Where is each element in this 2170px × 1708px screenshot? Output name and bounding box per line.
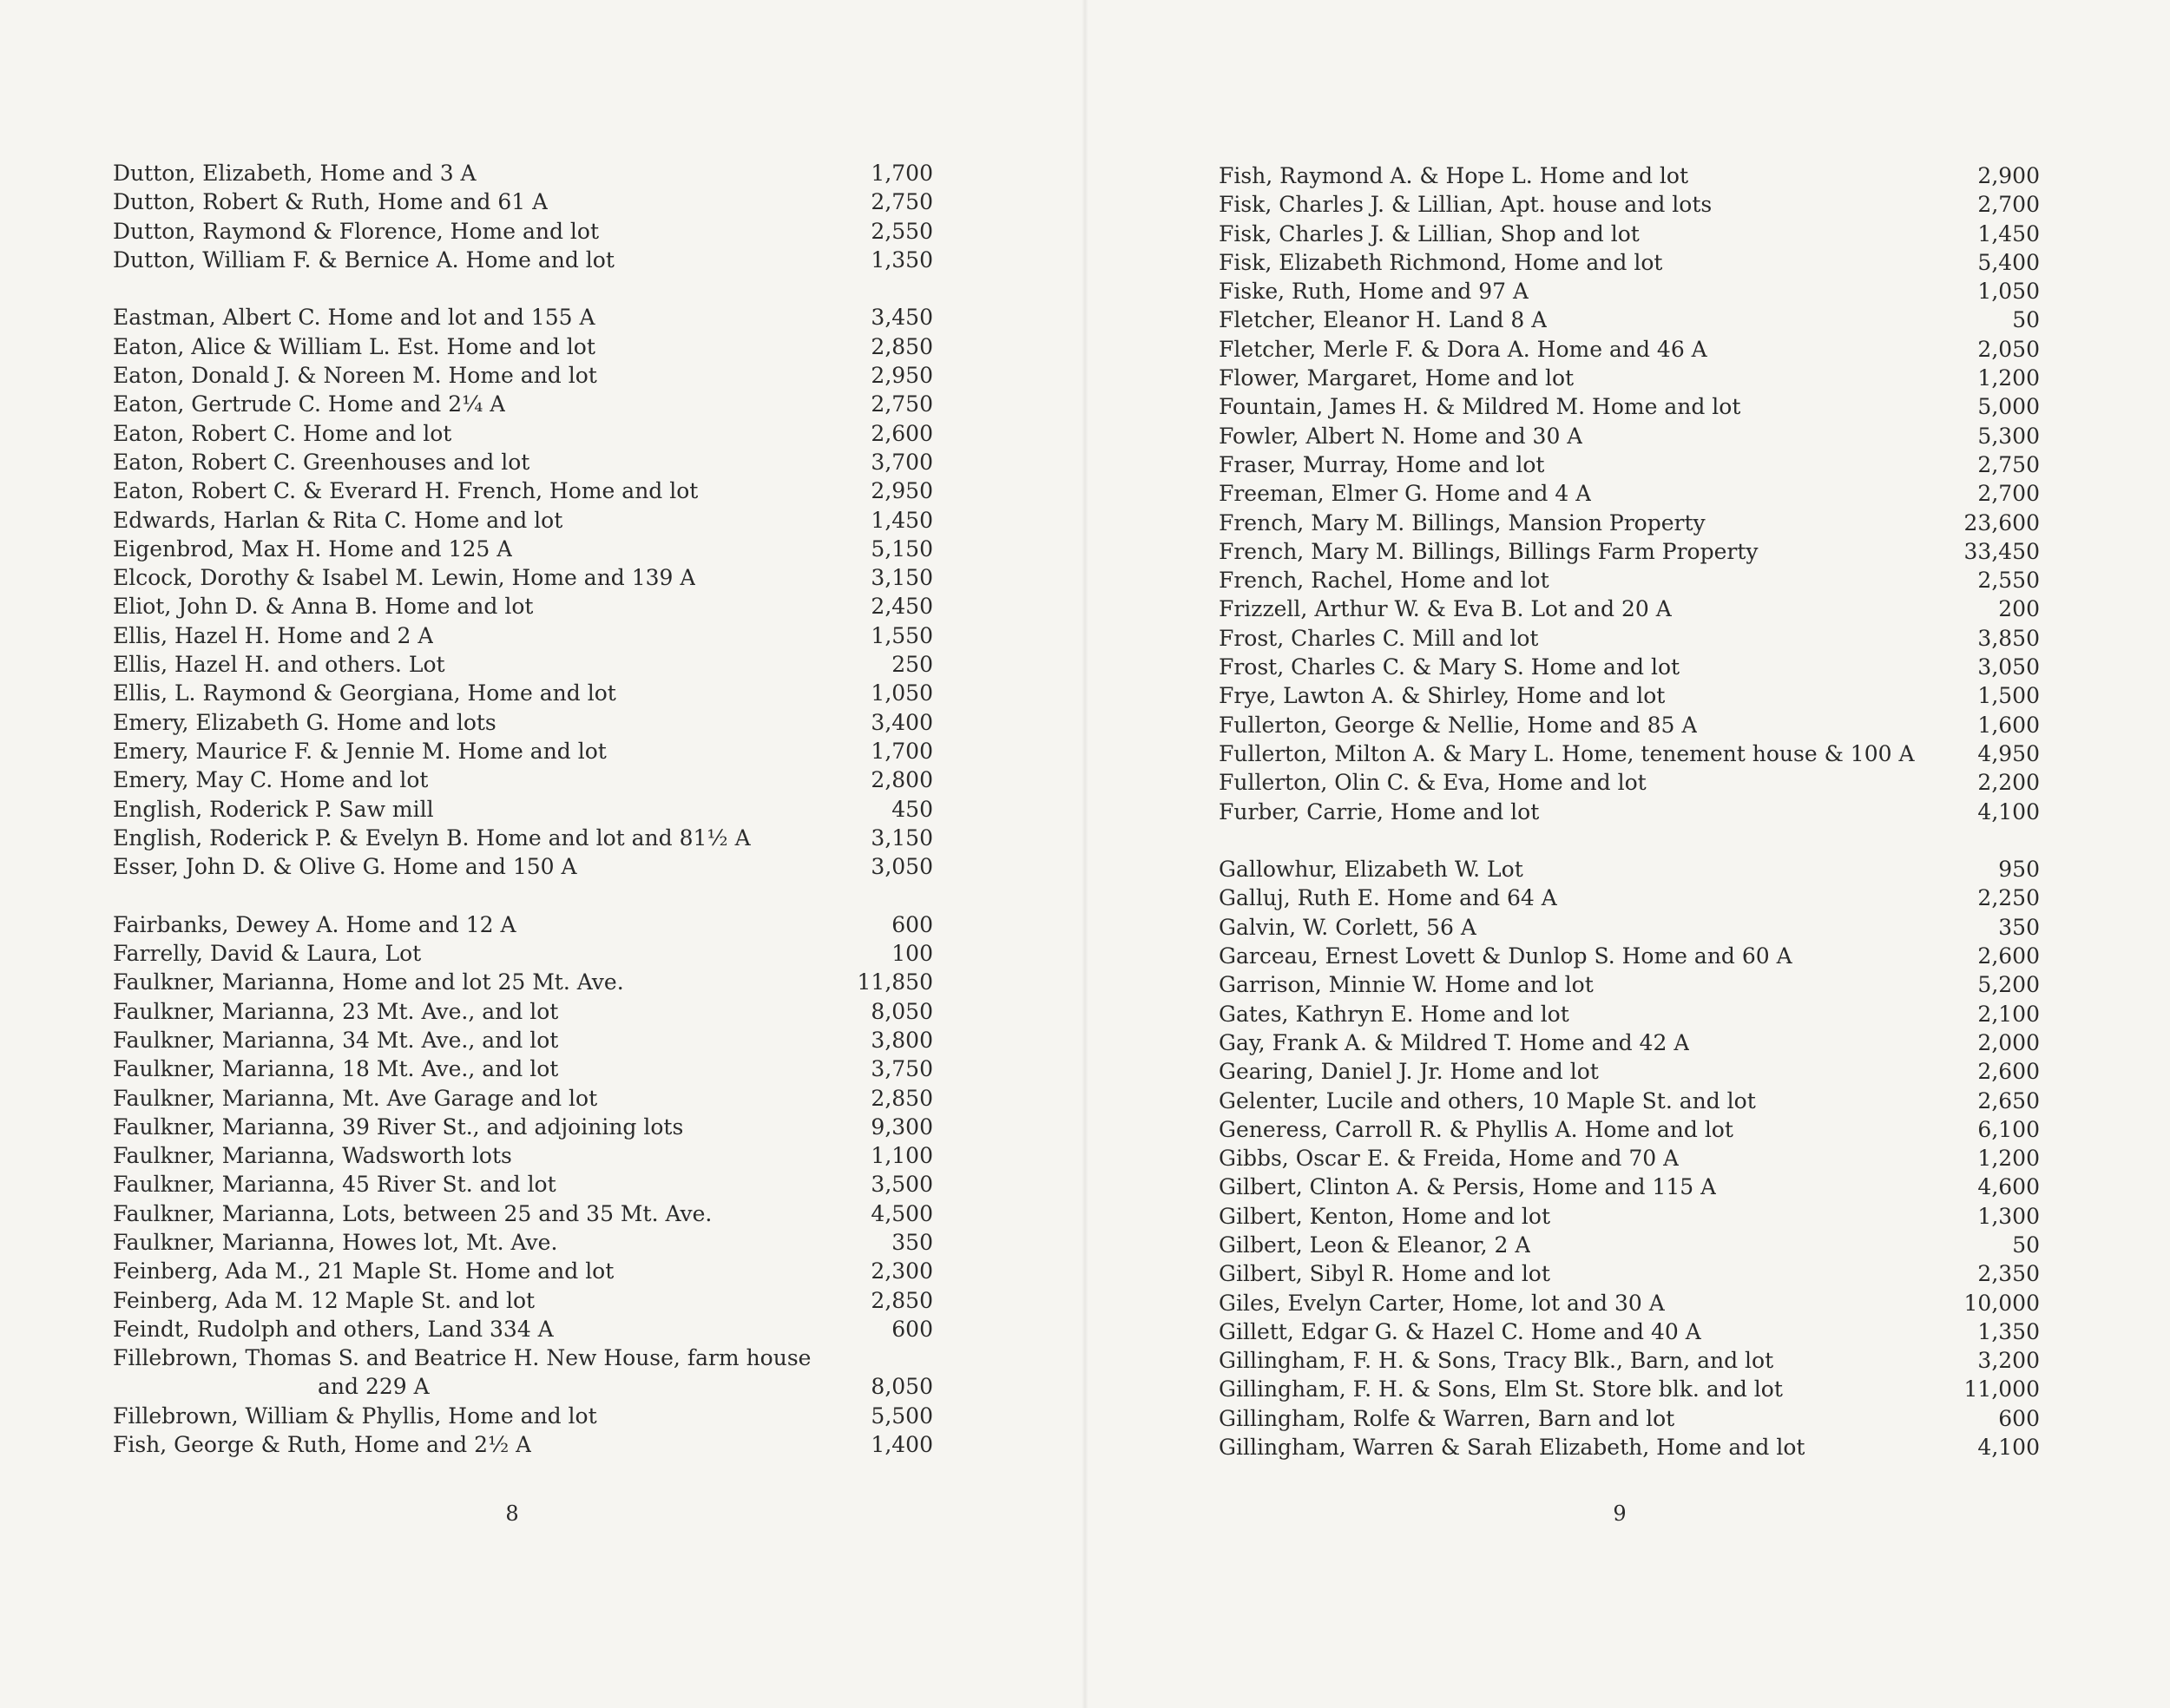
property-entry [113, 1170, 933, 1199]
entry-value: 3,200 [1977, 1348, 2040, 1374]
entry-value: 5,300 [1977, 423, 2040, 449]
property-entry [113, 708, 933, 737]
entry-description: Gelenter, Lucile and others, 10 Maple St. and lot [1219, 1087, 1756, 1113]
property-entry [113, 968, 933, 996]
property-entry [1219, 479, 2040, 508]
entry-description: Fisk, Elizabeth Richmond, Home and lot [1219, 249, 1663, 275]
entry-description: Gilbert, Kenton, Home and lot [1219, 1203, 1550, 1229]
entry-description: Furber, Carrie, Home and lot [1219, 798, 1540, 824]
entry-value: 600 [891, 1316, 933, 1342]
entry-description: Gillingham, Warren & Sarah Elizabeth, Home and lot [1219, 1435, 1805, 1461]
property-entry [113, 824, 933, 852]
entry-description: Fullerton, Milton A. & Mary L. Home, tenement house & 100 A [1219, 740, 1915, 766]
entry-value: 2,600 [1977, 1059, 2040, 1085]
entry-value: 2,200 [1977, 770, 2040, 796]
entry-description: French, Mary M. Billings, Billings Farm Property [1219, 538, 1759, 564]
entry-description: Gallowhur, Elizabeth W. Lot [1219, 857, 1523, 883]
entry-description: Elcock, Dorothy & Isabel M. Lewin, Home and 139 A [113, 565, 696, 591]
property-entry [113, 621, 933, 650]
property-entry [1219, 1259, 2040, 1288]
entry-description: Freeman, Elmer G. Home and 4 A [1219, 481, 1592, 507]
entry-value: 33,450 [1963, 538, 2040, 564]
property-entry [1219, 595, 2040, 623]
entry-value: 1,300 [1977, 1203, 2040, 1229]
entry-description: Emery, Maurice F. & Jennie M. Home and lot [113, 738, 607, 764]
property-entry [1219, 305, 2040, 334]
entry-value: 1,700 [871, 161, 933, 186]
property-entry [113, 1402, 933, 1430]
entry-value: 6,100 [1977, 1116, 2040, 1142]
property-entry [1219, 1346, 2040, 1375]
entry-value: 450 [891, 796, 933, 822]
property-entry [1219, 624, 2040, 653]
property-entry [1219, 884, 2040, 912]
property-entry [1219, 942, 2040, 970]
entry-description: Gillett, Edgar G. & Hazel C. Home and 40 A [1219, 1318, 1701, 1344]
entry-description: Eliot, John D. & Anna B. Home and lot [113, 594, 534, 620]
property-entry [1219, 509, 2040, 537]
property-entry [113, 187, 933, 216]
entry-description: Fowler, Albert N. Home and 30 A [1219, 423, 1583, 449]
entry-description: Fisk, Charles J. & Lillian, Shop and lot [1219, 220, 1640, 246]
entry-description: Faulkner, Marianna, 23 Mt. Ave., and lot [113, 998, 559, 1024]
page-number-right: 9 [1613, 1501, 1627, 1526]
property-entry [1219, 1173, 2040, 1201]
property-entry [113, 1372, 933, 1401]
entry-description: Dutton, Elizabeth, Home and 3 A [113, 161, 477, 186]
entry-value: 2,800 [871, 767, 933, 793]
entry-description: Feinberg, Ada M., 21 Maple St. Home and lot [113, 1258, 615, 1284]
entry-value: 2,700 [1977, 192, 2040, 218]
entry-value: 100 [891, 941, 933, 967]
property-entry [1219, 161, 2040, 190]
property-entry [1219, 190, 2040, 219]
property-entry [113, 939, 933, 968]
entry-description: Generess, Carroll R. & Phyllis A. Home and lot [1219, 1116, 1733, 1142]
entry-value: 3,050 [1977, 654, 2040, 680]
entry-description: Eastman, Albert C. Home and lot and 155 A [113, 305, 595, 331]
entry-value: 2,750 [871, 189, 933, 215]
entry-description: Frost, Charles C. Mill and lot [1219, 625, 1539, 651]
entry-value: 1,050 [871, 680, 933, 706]
entry-description: Gillingham, F. H. & Sons, Tracy Blk., Barn, and lot [1219, 1348, 1774, 1374]
entry-description: Fletcher, Eleanor H. Land 8 A [1219, 307, 1548, 333]
property-entry [1219, 335, 2040, 364]
entry-description: Giles, Evelyn Carter, Home, lot and 30 A [1219, 1290, 1665, 1316]
entry-description: Gibbs, Oscar E. & Freida, Home and 70 A [1219, 1146, 1680, 1172]
entry-description: Eaton, Alice & William L. Est. Home and lot [113, 333, 595, 359]
entry-value: 2,750 [871, 391, 933, 417]
entry-value: 4,600 [1977, 1174, 2040, 1200]
entry-value: 3,400 [871, 709, 933, 735]
right-page [1085, 0, 2170, 1708]
entry-value: 11,000 [1963, 1376, 2040, 1403]
property-entry [1219, 711, 2040, 739]
property-entry [1219, 220, 2040, 248]
property-entry [1219, 1433, 2040, 1462]
entry-value: 3,850 [1977, 625, 2040, 651]
property-entry [113, 246, 933, 274]
entry-description: Fairbanks, Dewey A. Home and 12 A [113, 911, 516, 937]
property-entry [113, 1286, 933, 1315]
property-entry [113, 1054, 933, 1083]
entry-description: Fillebrown, Thomas S. and Beatrice H. New House, farm house [113, 1345, 812, 1371]
entry-value: 2,350 [1977, 1261, 2040, 1287]
property-entry [1219, 450, 2040, 479]
entry-description: English, Roderick P. & Evelyn B. Home and lot and 81½ A [113, 824, 751, 851]
entry-description: Eaton, Gertrude C. Home and 2¼ A [113, 391, 506, 417]
entry-description: Gilbert, Clinton A. & Persis, Home and 115 A [1219, 1174, 1717, 1200]
entry-value: 4,500 [871, 1200, 933, 1226]
property-entry [113, 506, 933, 535]
entry-value: 950 [1998, 857, 2040, 883]
entry-value: 3,150 [871, 824, 933, 851]
entry-value: 1,400 [871, 1432, 933, 1458]
property-entry [1219, 1144, 2040, 1173]
entry-description: Frye, Lawton A. & Shirley, Home and lot [1219, 683, 1666, 709]
property-entry [113, 1026, 933, 1054]
property-entry [1219, 1087, 2040, 1115]
entry-value: 11,850 [857, 969, 933, 995]
entry-value: 50 [2012, 307, 2040, 333]
entry-description: Fisk, Charles J. & Lillian, Apt. house and lots [1219, 192, 1713, 218]
entry-value: 2,650 [1977, 1087, 2040, 1113]
property-entry [1219, 1231, 2040, 1259]
property-entry [113, 361, 933, 390]
entry-description: Ellis, Hazel H. Home and 2 A [113, 622, 434, 648]
property-entry [113, 217, 933, 246]
entry-value: 1,100 [871, 1143, 933, 1169]
property-entry [1219, 1404, 2040, 1433]
entry-value: 2,450 [871, 594, 933, 620]
property-entry [1219, 653, 2040, 681]
entry-description: Fiske, Ruth, Home and 97 A [1219, 279, 1529, 305]
property-entry [113, 448, 933, 476]
entry-value: 2,250 [1977, 885, 2040, 911]
entry-value: 2,050 [1977, 336, 2040, 362]
entry-description: and 229 A [318, 1374, 430, 1400]
entry-value: 10,000 [1963, 1290, 2040, 1316]
entry-value: 2,700 [1977, 481, 2040, 507]
section-gap [113, 274, 933, 303]
entry-value: 5,200 [1977, 972, 2040, 998]
property-entry [113, 1315, 933, 1343]
entry-value: 1,200 [1977, 1146, 2040, 1172]
entry-description: Faulkner, Marianna, Lots, between 25 and 35 Mt. Ave. [113, 1200, 713, 1226]
entry-description: Fish, George & Ruth, Home and 2½ A [113, 1432, 532, 1458]
entry-value: 2,600 [871, 420, 933, 446]
entry-value: 5,500 [871, 1403, 933, 1429]
entry-value: 1,700 [871, 738, 933, 764]
property-entry [113, 159, 933, 187]
entry-description: Fish, Raymond A. & Hope L. Home and lot [1219, 163, 1688, 188]
entry-description: Feindt, Rudolph and others, Land 334 A [113, 1316, 554, 1342]
entry-value: 350 [891, 1229, 933, 1255]
entry-value: 3,750 [871, 1056, 933, 1082]
entry-value: 3,450 [871, 305, 933, 331]
property-entry [1219, 1317, 2040, 1346]
entry-value: 3,150 [871, 565, 933, 591]
property-entry [113, 332, 933, 361]
entry-description: Gillingham, Rolfe & Warren, Barn and lot [1219, 1405, 1675, 1431]
entry-value: 2,850 [871, 1287, 933, 1313]
entry-description: Fountain, James H. & Mildred M. Home and lot [1219, 394, 1741, 420]
property-entry [113, 650, 933, 679]
property-entry [113, 303, 933, 332]
entry-value: 2,550 [1977, 568, 2040, 594]
entry-description: Ellis, Hazel H. and others. Lot [113, 652, 445, 678]
property-entry [113, 795, 933, 824]
property-entry [113, 1343, 933, 1372]
property-entry [113, 1257, 933, 1285]
entry-description: Gay, Frank A. & Mildred T. Home and 42 A [1219, 1029, 1690, 1055]
entry-value: 2,000 [1977, 1029, 2040, 1055]
property-entry [113, 737, 933, 765]
property-entry [1219, 970, 2040, 999]
property-entry [1219, 1057, 2040, 1086]
entry-value: 200 [1998, 596, 2040, 622]
property-entry [1219, 1000, 2040, 1028]
property-entry [113, 1084, 933, 1113]
entry-description: Frizzell, Arthur W. & Eva B. Lot and 20 A [1219, 596, 1672, 622]
entry-description: Emery, Elizabeth G. Home and lots [113, 709, 496, 735]
entry-description: Esser, John D. & Olive G. Home and 150 A [113, 854, 577, 880]
entry-value: 2,550 [871, 218, 933, 244]
property-entry [113, 765, 933, 794]
entry-value: 350 [1998, 914, 2040, 940]
entry-description: Faulkner, Marianna, 45 River St. and lot [113, 1172, 556, 1198]
property-entry [1219, 392, 2040, 421]
property-entry [113, 592, 933, 621]
entry-description: Faulkner, Marianna, Home and lot 25 Mt. Ave. [113, 969, 624, 995]
entry-value: 3,800 [871, 1027, 933, 1053]
entry-value: 2,950 [871, 478, 933, 504]
property-entry [113, 1141, 933, 1170]
entry-description: Ellis, L. Raymond & Georgiana, Home and lot [113, 680, 616, 706]
entry-description: English, Roderick P. Saw mill [113, 796, 434, 822]
property-entry [1219, 1028, 2040, 1057]
entry-description: Dutton, William F. & Bernice A. Home and lot [113, 246, 615, 273]
entry-description: Faulkner, Marianna, Howes lot, Mt. Ave. [113, 1229, 558, 1255]
entry-value: 1,350 [1977, 1318, 2040, 1344]
entry-value: 1,550 [871, 622, 933, 648]
entry-value: 9,300 [871, 1113, 933, 1140]
entry-value: 8,050 [871, 1374, 933, 1400]
entry-value: 2,950 [871, 363, 933, 389]
property-entry [1219, 913, 2040, 942]
entry-value: 250 [891, 652, 933, 678]
property-entry [113, 419, 933, 448]
entry-description: Fraser, Murray, Home and lot [1219, 451, 1545, 477]
property-entry [113, 1113, 933, 1141]
entry-value: 1,050 [1977, 279, 2040, 305]
entry-description: Fillebrown, William & Phyllis, Home and lot [113, 1403, 597, 1429]
property-entry [1219, 739, 2040, 768]
entry-description: Eaton, Donald J. & Noreen M. Home and lot [113, 363, 597, 389]
entry-description: Fletcher, Merle F. & Dora A. Home and 46 A [1219, 336, 1707, 362]
property-entry [113, 563, 933, 592]
property-entry [113, 910, 933, 939]
section-gap [1219, 826, 2040, 855]
entry-description: Gearing, Daniel J. Jr. Home and lot [1219, 1059, 1599, 1085]
entry-description: French, Rachel, Home and lot [1219, 568, 1549, 594]
property-entry [113, 1430, 933, 1459]
entry-value: 3,050 [871, 854, 933, 880]
property-entry [1219, 1375, 2040, 1403]
property-entry [113, 997, 933, 1026]
entry-value: 23,600 [1963, 509, 2040, 535]
entry-description: Edwards, Harlan & Rita C. Home and lot [113, 507, 563, 533]
entry-value: 5,000 [1977, 394, 2040, 420]
property-entry [1219, 681, 2040, 710]
entry-description: Garrison, Minnie W. Home and lot [1219, 972, 1594, 998]
property-entry [1219, 1289, 2040, 1317]
entry-description: Eigenbrod, Max H. Home and 125 A [113, 535, 513, 562]
entry-description: Gates, Kathryn E. Home and lot [1219, 1001, 1569, 1027]
entry-value: 4,950 [1977, 740, 2040, 766]
entry-description: Gilbert, Sibyl R. Home and lot [1219, 1261, 1550, 1287]
entry-value: 2,100 [1977, 1001, 2040, 1027]
entry-value: 600 [1998, 1405, 2040, 1431]
entry-value: 4,100 [1977, 798, 2040, 824]
entry-description: Dutton, Robert & Ruth, Home and 61 A [113, 189, 549, 215]
property-entry [1219, 364, 2040, 392]
entry-value: 1,450 [871, 507, 933, 533]
property-entry [1219, 422, 2040, 450]
entry-description: Dutton, Raymond & Florence, Home and lot [113, 218, 599, 244]
entry-value: 3,700 [871, 449, 933, 475]
entry-description: Emery, May C. Home and lot [113, 767, 429, 793]
property-entry [113, 679, 933, 707]
entry-value: 2,850 [871, 333, 933, 359]
entry-description: Frost, Charles C. & Mary S. Home and lot [1219, 654, 1680, 680]
entry-description: Eaton, Robert C. Home and lot [113, 420, 452, 446]
property-entry [1219, 248, 2040, 277]
entry-value: 2,850 [871, 1085, 933, 1111]
entry-value: 3,500 [871, 1172, 933, 1198]
entry-value: 5,150 [871, 535, 933, 562]
entry-description: Farrelly, David & Laura, Lot [113, 941, 422, 967]
property-entry [1219, 1202, 2040, 1231]
entry-value: 1,350 [871, 246, 933, 273]
property-entry [1219, 537, 2040, 566]
entry-description: Galvin, W. Corlett, 56 A [1219, 914, 1476, 940]
entry-description: Faulkner, Marianna, Mt. Ave Garage and lot [113, 1085, 598, 1111]
property-entry [1219, 1115, 2040, 1144]
entry-value: 2,900 [1977, 163, 2040, 188]
property-entry [1219, 798, 2040, 826]
property-entry [113, 535, 933, 563]
entry-description: Fullerton, Olin C. & Eva, Home and lot [1219, 770, 1647, 796]
entry-value: 2,600 [1977, 943, 2040, 969]
property-entry [1219, 855, 2040, 884]
entry-description: Flower, Margaret, Home and lot [1219, 365, 1575, 391]
right-entry-list [1219, 161, 2040, 1462]
entry-description: Faulkner, Marianna, 18 Mt. Ave., and lot [113, 1056, 559, 1082]
entry-description: Faulkner, Marianna, 34 Mt. Ave., and lot [113, 1027, 559, 1053]
entry-description: Faulkner, Marianna, Wadsworth lots [113, 1143, 512, 1169]
property-entry [1219, 566, 2040, 595]
entry-value: 5,400 [1977, 249, 2040, 275]
entry-value: 1,450 [1977, 220, 2040, 246]
property-entry [113, 1228, 933, 1257]
entry-description: Galluj, Ruth E. Home and 64 A [1219, 885, 1557, 911]
property-entry [113, 1199, 933, 1228]
entry-description: Gilbert, Leon & Eleanor, 2 A [1219, 1232, 1531, 1258]
entry-value: 4,100 [1977, 1435, 2040, 1461]
entry-value: 2,750 [1977, 451, 2040, 477]
left-entry-list [113, 159, 933, 1459]
entry-value: 600 [891, 911, 933, 937]
property-entry [1219, 277, 2040, 305]
property-entry [113, 390, 933, 418]
entry-description: Eaton, Robert C. Greenhouses and lot [113, 449, 530, 475]
entry-value: 1,500 [1977, 683, 2040, 709]
entry-description: Gillingham, F. H. & Sons, Elm St. Store blk. and lot [1219, 1376, 1783, 1403]
page-number-left: 8 [505, 1501, 519, 1526]
property-entry [113, 476, 933, 505]
entry-description: Garceau, Ernest Lovett & Dunlop S. Home and 60 A [1219, 943, 1792, 969]
entry-description: Faulkner, Marianna, 39 River St., and adjoining lots [113, 1113, 684, 1140]
entry-description: Feinberg, Ada M. 12 Maple St. and lot [113, 1287, 536, 1313]
property-entry [1219, 768, 2040, 797]
entry-value: 1,600 [1977, 712, 2040, 738]
entry-description: Eaton, Robert C. & Everard H. French, Home and lot [113, 478, 699, 504]
entry-value: 8,050 [871, 998, 933, 1024]
property-entry [113, 852, 933, 881]
entry-description: French, Mary M. Billings, Mansion Property [1219, 509, 1706, 535]
entry-value: 2,300 [871, 1258, 933, 1284]
entry-value: 50 [2012, 1232, 2040, 1258]
section-gap [113, 881, 933, 910]
entry-description: Fullerton, George & Nellie, Home and 85 A [1219, 712, 1698, 738]
entry-value: 1,200 [1977, 365, 2040, 391]
